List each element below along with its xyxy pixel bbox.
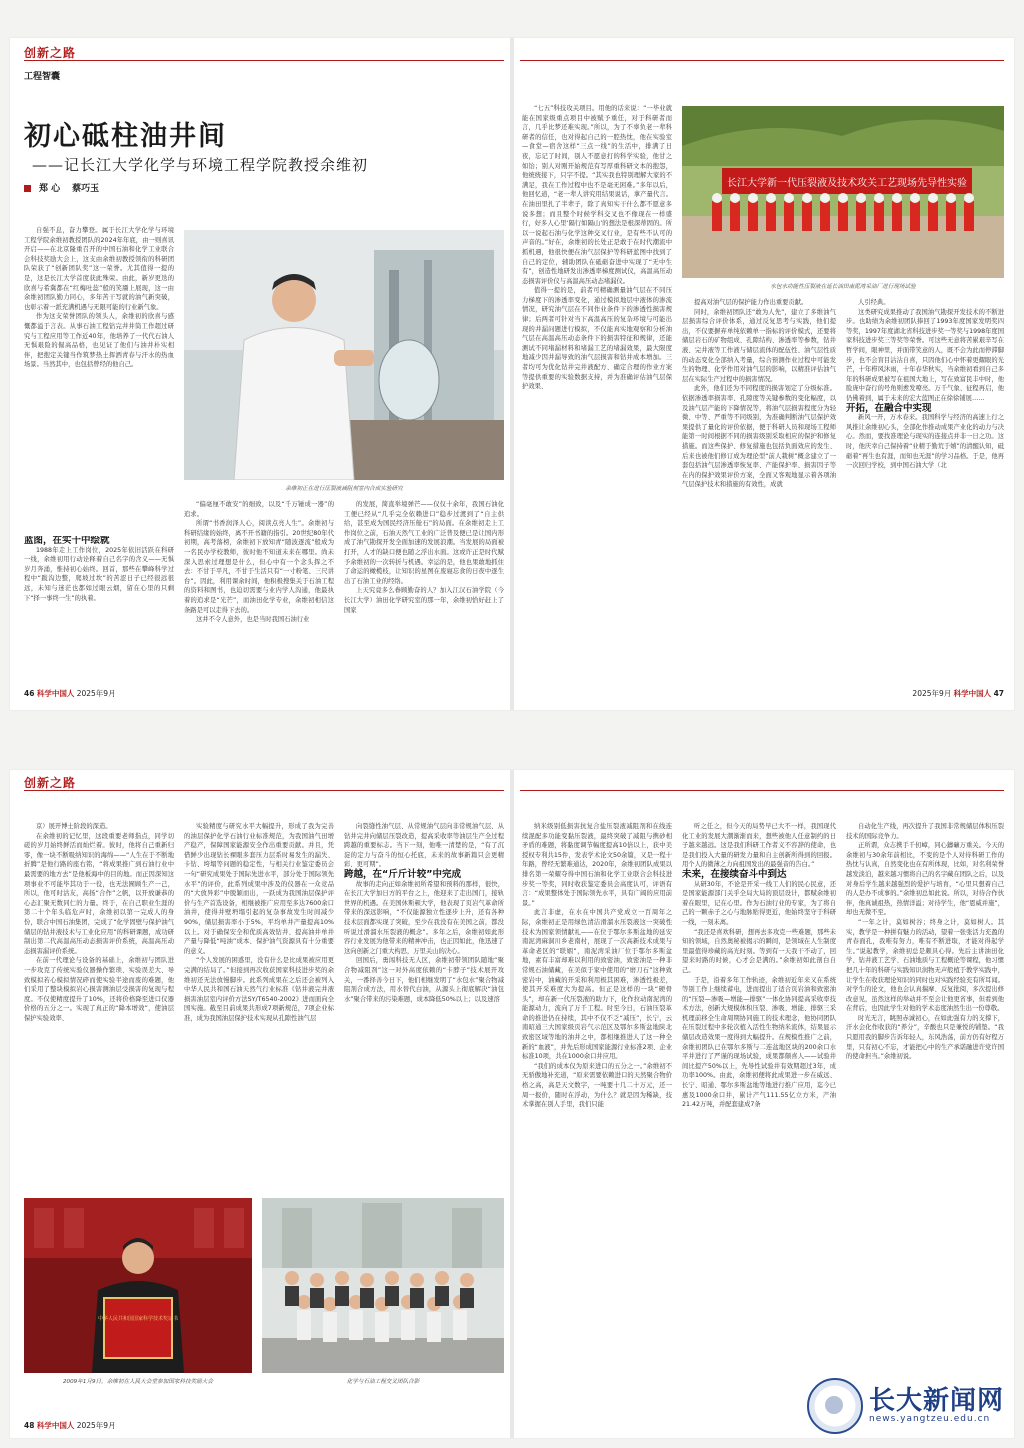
paragraph: 同时，余维初团队还“敢为人先”，建立了多维油气层损害综合评价体系，通过反复思考与实践，他们提出，不仅要摒弃单纯依赖单一指标的评价模式，还要将储层岩石的矿物组成、孔隙结构、渗透率等参数，钻井液、完井液等工作液与储层流体的配伍性、油气层性质的动态变化全部纳入考量，综合预测作业过程中可能发生的物理、化学作用对油气层的影响，以精准评估油气层在实际生产过程中的损害情况。 (682, 308, 836, 383)
paragraph: 纳米级别低损害抗复合盐压裂液减阻剂和在线连续混配多功能变黏压裂液，最终突破了减阻与携砂相矛盾的难题，将黏度调节幅度提高10倍以上，获中美授权专利共15件，发表学术论文50余篇，又是一程十年路，曾经无繁难通达，2020年，余维初团队成果以排名第一荣耀夺得中国石油和化学工业联合会科技进步奖一等奖，同时收获鉴定委员会高度认可，评语有言：“成果整体处于国际领先水平，具有广阔的应用前景。” (522, 823, 672, 907)
text-column-4 (522, 104, 672, 694)
issue-date: 2025年9月 (912, 689, 952, 698)
paragraph: “个人发展的困惑里，没有什么是比成果被应用更完满的结局了。”但接到再次收获国家科技进步奖的余维初还无法放慢脚步。此系列成果在之后还会被列入中华人民共和国石油天然气行业标准《钻井液完井液损害油层室内评价方法SY/T6540-2002》进而面向全国实施。截至目前成果共形成7项新规范，7项企业标准，成为我国油层保护技术实现从孔隙性油气层 (184, 957, 334, 1022)
paragraph: “偏毫厘不敢安”的细致，以及“千万锤成一器”的追求。 (184, 501, 334, 518)
paragraph: 自强不息，奋力攀登。属于长江大学化学与环境工程学院余维初教授团队的2024年年底，由一则喜讯开启——在北京隆重召开的中国石油和化学工业联合会科技奖励大会上，这支由余维初教授领衔的科研团队荣获了“创新团队奖”这一荣誉。尤其值得一提的是，这是长江大学首度获此殊荣。由此，新岁更迭的欣喜与希冀都在“红梅吐蕊”般的笑靥上展现，这一由余维初团队勤力同心，多年苦干写就的油气新突破，也彰示着一派充满机遇与无限可能的行业新气象。 (24, 227, 174, 311)
text-column-3 (344, 500, 504, 706)
site-watermark (807, 1378, 1004, 1434)
author-line (24, 181, 111, 194)
paragraph: 的发展，简直举境弹芒——仅仅十余年，我国石油化工便已经从“几乎完全依赖进口”稳步过渡到了“自主供给，甚至成为国民经济压舱石”的局面。在余维初走上工作岗位之前，石油天然气工业的广泛普及便已是让国内形成了油气勘探开发全面加速的发展浪潮。当发展的局面被打开，人才的缺口便也随之浮出水面。这或许正是时代赋予余维初的一次转折与机遇。幸运的是，他也果敢地抓住了命运的橄榄枝，让知识的星图在废寝忘食的日夜中逐生出了石油工业的经络。 (344, 501, 504, 585)
section-heading: 未来，在接续奋斗中到达 (682, 868, 787, 880)
paragraph: 自动化生产线，再次提升了我国非常规储层体积压裂技术的国际竞争力。 (846, 823, 1004, 840)
page-folio-46 (24, 688, 116, 699)
issue-date: 2025年9月 (76, 1421, 116, 1430)
paragraph: 新风一开，万木春来。我国科学与经济的高速上行之风推让余维初心头，全部化作推动成果产业化的动力与决心。然而，要找准理论与现实的连接点并非一日之功。这时，他庆幸自己保持着“业精于勤荒于嬉”的清醒认知，砥砺着“再生也有涯，而知也无涯”的学习品格。于是，他再一次回归学校，到中国石油大学（北 (846, 414, 1004, 470)
paragraph: “我还是喜欢科研，想再去多攻克一些难题，那些未知的领域，自然奥秘被揭示的瞬间，是领域在人生制度里最值得珍藏的高光时刻。等到有一天我干不动了，回望来时路的时候，心才会是满的。”余维初如此剖白自己。 (682, 928, 836, 974)
paragraph: 故事的走向正如余维初所希望和预料的那样，很快，在长江大学加日方的平台之上，他迎来了走出国门，接轨世界的机遇。在美国休斯顿大学，他表现了页岩气革命所带来的深远影响，“不仅能源独立性逐步上升，还有各种技术层面都实现了突破，至少在我没有在美国之前，都没听说过滑溜水压裂液的概念”。多年之后，余维初如此形容行业发展为他带来的精神冲击，也正因如此，他迅速了这向创新之门重大构思，万里关山的决心。 (344, 880, 504, 955)
text-column-2 (184, 500, 334, 706)
text-column-4 (522, 822, 672, 1412)
photo-award-ceremony (24, 1198, 252, 1373)
red-square-icon (24, 185, 31, 192)
paragraph: 在前一代理论与设备的基础上，余维初与团队进一步攻克了传统实验仪器操作繁琐、实验误差大、导致模拟若心模拟情况碎而使实验半途而废的难题，他们采用了整块模拟岩心损害测油层受损害的复现与程度。不仅使精度提升了10%，还将价格降至进口仪器价格的五分之一。实现了真正的“降本增效”，使油层保护实验效率、 (24, 957, 174, 1022)
issue-date: 2025年9月 (76, 689, 116, 698)
paragraph: 于是，沿着多年工作轨迹，余维初近年来又在系统等别工作上继续蓄电，进而提出了适合页岩油和致密油的“压裂—渗吸—增能—排驱”一体化协同提高采收率技术方法，创新大规模体积压裂、渗吸、增能、排驱三采机理前移全生命周期协同施工的技术理念，他协同团队在压裂过程中多轮次植入活性生物纳米流体，结果显示储层改造效果一度得到大幅提升。在规模性推广之前，余维初团队已在鄂尔多斯与二连盆地区块的200余口水平井进行了严谨的现场试验，成果都颇喜人——试验井间比提产50%以上，先导性试验井有效期超过3年，成功率100%。由此，余维初便将此成果进一步在威远、长宁、昭通、鄂尔多斯盆地等地进行推广应用，迄今已惠及1000余口井，累计产气111.55亿立方米，产油21.42万吨，并配套建成7条 (682, 976, 836, 1109)
paragraph: 提高对油气层的保护能力作出重要贡献。 (694, 299, 808, 306)
paragraph: 这类研究成果推动了我国油气勘探开发技术的不断进步。也助绩为余维初团队捧回了1993年度国家发明奖四等奖，1997年度湖北省科技进步奖一等奖与1998年度国家科技进步奖三等奖等荣誉。可这些无意将苦累艰辛写在哲学间，眼神里，并面带笑意的人，既不会为此而停滞脚步，也不会盲目沾沾自喜，只因他们心中怀着更耀眼的光芒，十年栉风沐雨，十年春华秋实，当余维初看到自己多年的科研成果被写在祖国大地上，写在致富民丰中时，他脸庞中奋行的号角则愈发嘹亮。万千气象、征程再启，他仍佛着到，属于未来的宏大蓝图正在徐徐铺展…… (846, 308, 1004, 402)
author-name: 蔡巧玉 (72, 184, 100, 194)
section-heading: 跨越，在“斤斤计较”中完成 (344, 868, 461, 880)
paragraph: 此外，他们还为不同程度的损害划定了分级标准。依据渗透率损害率、孔隙度等关键参数的变化幅度，以及油气层产能的下降情况等，将油气层损害程度分为轻微、中等、严重等不同级别，为准确判断油气层保护效果提供了量化的评价依据，便于科研人员和现场工程师能第一时间根据不同的损害级别采取相应的保护和修复措施。而这些保护、修复措施也包括负面效应的发生、后来也被他们修订成为理论型“前人栽树”概念建立了一套包括油气层渗透率恢复率、产能保护率、损害因子等在内的保护效果评价方案，全面又客观地显示着各项油气层保护技术和措施的有效性，成就 (682, 385, 836, 489)
page-number: 48 (24, 1421, 35, 1430)
university-seal-icon (807, 1378, 863, 1434)
text-column-6 (846, 298, 1004, 694)
photo-caption: 水包水功能性压裂液在延长油田南泥湾采油厂进行现场试验 (770, 284, 916, 290)
paragraph: 正所谓，众志携手千仞嶂，同心鑄礦万重关。今天的余维初与30余年前相比，不变的是个人对待科研工作的热忱与认真，自然变化也在有所体现，比如，对名利荣誉越发淡泊，越来越习惯将自己的名字藏在团队之后，以及对身后学生越来越强烈的爱护与培育，“心里只想着自己的人是办不成事的。”余维初总如此说。所以，对待合作伙伴，他真诚祖热，热情洋溢；对待学生，他“恩威并施”，却也无微不至。 (846, 842, 1004, 917)
paragraph: “一年之计，莫如树谷；终身之计，莫如树人。其实，教学是一种拼有魅力的活动，望着一张张活力充盈的青春面孔，我唯有努力，唯有不断进取，才能对得起学生。”说起教学，余维初总是颇具心得。先后主讲油田化学、钻井液工艺学、石油地质与工程概论等课程，他习惯把几十年的科研与实践知识润物无声般植于教学实践中，让学生在收获理论知识的同时也对实践经验充有所耳闻。对学生的论文，他也会认真揣摩、反复批阅，多次提出修改意见，虽然这样的举动并不至会让他更省事，但看到他在背后，也因此学生对他的学术态度油然生出一份尊敬。 (846, 918, 1004, 1013)
photo-caption: 化学与石油工程交叉团队合影 (346, 1379, 420, 1385)
paragraph: 1988年走上工作岗位，2025年依旧活跃在科研一线，余维初用行动诠释着自己名字的含义——无惧岁月奔涌，惟持初心始终。回首，那些在攀峰科学过程中“跋沟边整，爬坡过坎”的苦涩日子已经很远很远，未知与迷茫也都如过眼云烟，留在心里的只剩下“择一事终一生”的执着。 (24, 546, 174, 602)
page-gutter (510, 38, 514, 710)
paragraph: 在余维初的记忆里，这段重要老师指点，同学切磋的岁月始终鲜活而灿烂着。彼时，他将自己重新归零，像一块不断吸纳知识的海绵——“人生在于不断地折腾”是他行路的座右铭，“将成果推广到石油行业中最需要的地方去”是他板海中的目的地。而正因深知这项事业不可能毕其功于一役，也无法囿顾生产一己，所以，他可时沽友，高扬“合作”之帆，以开放谦恭的心态汇聚无数同仁的力量。终于，在自己职业生涯的第二十个年头临危声时，余维初以第一完成人的身份，联合中国石油集团，完成了“化学固壁与保护油气储层的钻井液技术与工业化应用”的科研课题，成功研制出第二代高温高压动态损害评价系统，高温高压动态损害漏评价系统。 (24, 832, 174, 955)
watermark-text (869, 1388, 1004, 1424)
header-rule (24, 60, 504, 61)
paragraph: 值得一提的是，前者可精确测量油气层在不同压力梯度下的渗透率变化，通过模拟地层中液体的渗流情况，研究油气层在不同作业条件下的渗透性损害规律；后两者可针对当下高温高压的复杂环境与可能出现的井漏问题进行模拟，不仅能真实地观察和分析油气层在高温高压动态条件下的损害特征和规律，还能测试不同堵漏材料和堵漏工艺的堵漏效果，最大限度地减少因井漏导致的油气层损害和钻井成本增加。三者均可为优化钻井完井液配方、确定合理的作业方案等提供重要的实验数据支持，并为准确评估油气层保护效果、 (522, 287, 672, 391)
sub-tag: 工程智囊 (24, 72, 61, 82)
team-photo-illustration (262, 1198, 504, 1373)
page-folio-48 (24, 1420, 116, 1431)
magazine-name: 科学中国人 (953, 689, 992, 698)
section-tag: 创新之路 (24, 776, 77, 790)
text-column-3 (344, 822, 504, 1192)
photo-caption: 余维初正在进行压裂液减阻剂室内合成实验研究 (285, 486, 403, 492)
spread-pages-46-47 (10, 38, 1014, 710)
photo-team-group (262, 1198, 504, 1373)
photo-caption: 2009年1月9日，余维初在人民大会堂参加国家科技奖励大会 (62, 1379, 213, 1385)
text-column-6 (846, 822, 1004, 1372)
section-tag: 创新之路 (24, 46, 77, 60)
magazine-name: 科学中国人 (36, 689, 75, 698)
page-folio-47 (912, 688, 1004, 699)
author-name: 郑 心 (39, 184, 61, 194)
header-rule (520, 790, 1004, 791)
certificate-text: 中华人民共和国国家科学技术奖证书 (97, 1316, 179, 1322)
page-number: 46 (24, 689, 35, 698)
text-column-1b (24, 536, 174, 706)
paragraph: 上天究竟多么眷顾勤奋的人？加入江汉石油学院（今长江大学）油田化学研究室的那一年，余维初恰好赶上了国家 (344, 587, 504, 614)
text-column-1 (24, 822, 174, 1192)
watermark-title: 长大新闻网 (868, 1386, 1004, 1416)
paragraph: 此言非虚，在水在中国共产党成立一百周年之际，余维初正是用绿色清洁滑溜水压裂液这一突破性技术为国家领情献礼——在位于鄂尔多斯盆地的延安南泥湾麻洞川乡老南村，展现了一次高新技术成果与革命老区的“联姻”，南泥湾采油厂位于鄂尔多斯盆地，素有丰富却难以利用的致密油，致密油是一种非常规石油储藏，在美似于家中使用的“磨刀石”这种致密岩中，油藏的开采和利用极其困难，渗透性极差，使其开采难度大为提高。但正是这样的一块“硬骨头”，却在新一代压裂液的助力下，化作拉动南泥湾的能源动力，流向了万千工程。时至今日，石油压裂革命的推进仍在持续，其中不仅不乏“减压”，长宁，云南昭通三大国家级页岩气示范区及鄂尔多斯盆地陕北致密区域等地的油井之中，都相继推进人了这一种全新的“血液”，并先后形成国家能源行业标准2项、企业标准10项，共在1000余口井应用。 (522, 909, 672, 1061)
text-column-5 (682, 822, 836, 1412)
paragraph: 回国后，勇闯科技无人区，余维初带领团队随地“聚合物减阻剂”这一对外高度依赖的“卡脖子”技术展开攻关，一番择善今日下，他们相继发明了“水包水”聚合物减阻剂合成方法，用水替代白油，从源头上彻底解决“油包水”聚合带来的污染难题，成本降低50%以上；以及速溶 (344, 957, 504, 1003)
paragraph: 时光无言，眺照赤诚初心，在如此强有力的支撑下，汗水会化作收获的“养分”，辛酸也只是兼悦的铺垫。“我只愿用我的脚步告诉年轻人，东风浩荡，前方仍有好程万里，只有初心不忘，才能把心中的生产承诺融进许党许国的使命担当。”余维初说。 (846, 1014, 1004, 1061)
award-photo-illustration (24, 1198, 252, 1373)
header-rule (520, 60, 1004, 61)
banner-text: 长江大学新一代压裂液及技术攻关工艺现场先导性实验 (727, 178, 967, 189)
section-heading: 开拓，在融合中实现 (846, 402, 932, 414)
page-number: 47 (993, 689, 1004, 698)
paragraph: 京）展开博士阶段的深造。 (36, 823, 112, 830)
paragraph: 这并不令人意外，也是当时我国石油行业 (196, 616, 310, 624)
header-rule (24, 790, 504, 791)
page-gutter (510, 770, 514, 1438)
text-column-1 (24, 226, 174, 536)
field-photo-illustration (682, 106, 1004, 278)
spread-pages-48-49 (10, 770, 1014, 1438)
photo-lab-experiment (184, 230, 504, 480)
watermark-url: news.yangtzeu.edu.cn (868, 1414, 991, 1424)
article-subtitle: ——记长江大学化学与环境工程学院教授余维初 (32, 156, 369, 174)
article-title: 初心砥柱油井间 (24, 121, 227, 152)
paragraph: 所谓“书香润泽人心，阅读点亮人生”。余维初与科研结缘的始终，离不开书籍的指引。20世纪80年代初期，高考落榜，余维初下放知青“随波逐流”般成为一名民办学校教师，彼时他不知道未来在哪里。尚未深入思索过理想是什么，但心中有一个念头挥之不去：不甘于平凡，不甘于生活只有“一寸粉笔、三尺讲台”。因此，利用课余时间，他积极搜集关于石油工程的资料和图书，也迫切需要与业内学人沟通，他最执着的追求是“光芒”，而油田化学专业，余维初相信这条路是可以走得下去的。 (184, 520, 334, 614)
paragraph: 作为这支荣誉团队的领头人，余维初的欣喜与感慨都溢于言表。从事石油工程钻完井井筒工作超过研究与工程应用等工作近40年，他培养了一代代石油人无惧艰险的倔高品格，也见证了他们与油井朴实相伴，把抱定关键当作筑梦热土挥洒青春与汗水的热血场景。当然其中，也包括曾经的他自己。 (24, 313, 174, 369)
text-column-2 (184, 822, 334, 1192)
magazine-name: 科学中国人 (36, 1421, 75, 1430)
paragraph: 向裂缝性油气层、从常规油气层向非常规油气层、从钻井完井向储层压裂改造，提高采收率等油层生产全过程跨越的重要标志。当下一刻，他唯一清楚的是，“有了沉淀的定力与奋斗的恒心托底，未来的故事新篇只会更精彩、更可期”。 (344, 823, 504, 869)
paragraph: 实验精度与研究水平大幅提升，形成了我为完善的油层保护化学石油行业标准规范，为我国油气田增产稳产，保障国家能源安全作出重要贡献。并且，凭借鲜少出现钻长裸眼多套压力层系时易发生的漏失、卡钻、垮塌等问题的稳定性，与相关行业鉴定委员会一句“研究成果处于国际先进水平，部分处于国际领先水平”的评价，此系列成果中涉及的仪器在一众竞品的“大放异彩”中脱颖而出，一跃成为我国油层保护评价与生产首选设备，相继被推广应用至多达7600余口油井，使得井壁坍塌引起的复杂事故发生时间减少90%，储层损害率小于5%，平均单井产量提高10%以上。对于确保安全和优质高效钻井、提高油井单井产量与降低“吨油”成本、保护油气资源具有十分重要的意义。 (184, 823, 334, 955)
lab-photo-illustration (184, 230, 504, 480)
photo-field-trial (682, 106, 1004, 278)
paragraph: 人引经典。 (858, 299, 890, 306)
paragraph: 从研30年，不论是开采一线工人们的民心民意，还是国家能源部门关乎全局大局的顶层设计，都赋余维初着在眼里，记在心里。作为石油行业的专家，为了将自己的一颗赤子之心与地脉贴得更近，他始终坚守于科研一线，一刻未离。 (682, 880, 836, 926)
paragraph: “七五”科技攻关项目。用他的话来说：“一毕业就能在国家级重点项目中被赋予重任，对于科研者而言，几乎比梦还难实现。”所以，为了不辜负老一辈科研者的信任，也对得起自己的一腔热忱，他在实验室—食堂—宿舍这样“三点一线”的生活中，排满了日夜，忘记了时间，别人不愿意打的科学实验，他甘之如饴；别人对刚开始规范有写厚重科研文本的抱怨，他统统接下，只字不提。“其实我也特别理解大家的不满足，我在工作过程中也不是毫无困难。”多年以后，他回忆道，“老一辈人讲究用结果说话，拿产量代言。在油田里扎了半辈子，除了真知实干什么都不愿意多说多想；而且整个时候学科交叉也不像现在一样盛行，好多人心里‘隔行如隔山’的想法是根深蒂固的。所以一说起石油与化学这种交叉行业，是有些不认可的声音的。”好在，余维初的长处正是敢于在时代潮流中抓机遇，他很快便在油气层保护等科研蓝图中找到了自己的定位，辅助团队在砥砺奋进中实现了“无中生有”，创造性地研发出渗透率梯度测试仪，高温高压动态损害评价仪与高温高压动态堵漏仪。 (522, 105, 672, 285)
paragraph: 听之任之，但今天的局势早已大不一样，我国现代化工业的发展大潮渐渐而来，想些被他人任意制约的日子越来越远。这是我们科研工作者义不容辞的使命，也是我们投入大量的研发力量和自主创新所得到的回报。用个人的微薄之力向祖国发出的最强音的告白。” (682, 823, 836, 869)
paragraph: “我们的成本仅为原来进口的五分之一。”余维初不无骄傲地补充道，“原来需要依赖进口的天然聚合物价格之高，高是天文数字，一吨要十几二十万元，还一周一报价，随时在浮动，为什么？就是因为稀缺，技术掌握在别人手里，我们只能 (522, 1062, 672, 1109)
text-column-5 (682, 298, 836, 694)
section-heading: 蓝图，在实干中绘就 (24, 536, 110, 546)
